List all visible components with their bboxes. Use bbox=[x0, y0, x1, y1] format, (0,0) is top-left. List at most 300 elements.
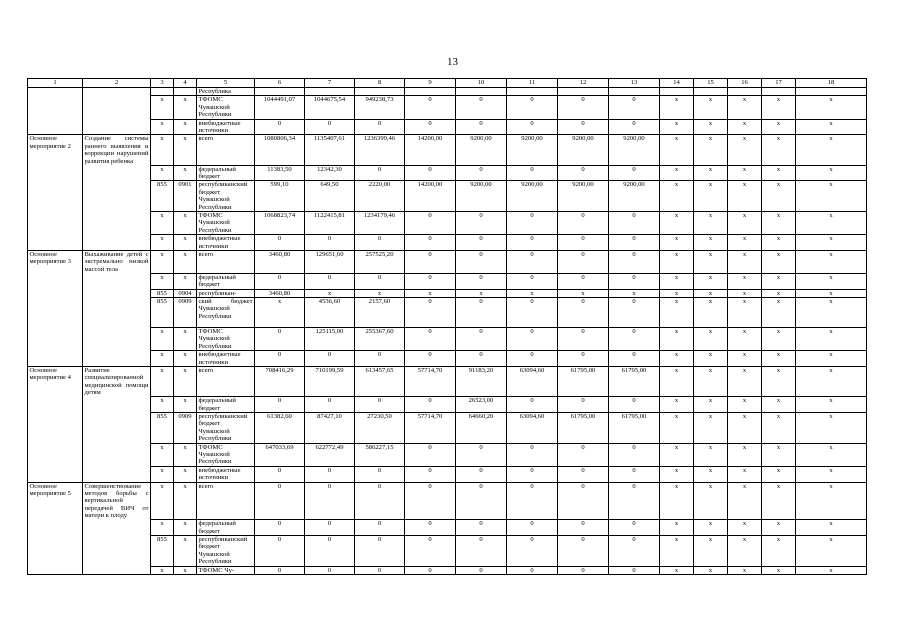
table-cell bbox=[83, 181, 151, 212]
table-cell: 0 bbox=[558, 535, 609, 566]
table-cell: 0 bbox=[558, 297, 609, 327]
table-cell: 0 bbox=[507, 351, 558, 367]
table-cell: 0 bbox=[558, 351, 609, 367]
table-cell: х bbox=[609, 289, 660, 297]
table-cell: 257525,20 bbox=[355, 251, 405, 274]
table-cell: 0 bbox=[255, 520, 305, 536]
table-cell: 0 bbox=[355, 566, 405, 574]
table-cell bbox=[28, 397, 83, 413]
header-cell: 4 bbox=[174, 79, 197, 88]
table-cell bbox=[728, 88, 762, 96]
table-cell: х bbox=[762, 297, 796, 327]
table-cell bbox=[28, 212, 83, 235]
table-cell: 0 bbox=[456, 327, 507, 350]
table-cell: 647033,69 bbox=[255, 443, 305, 466]
table-cell bbox=[28, 443, 83, 466]
table-cell: Совершенствование методов борьбы с вертикальной передачей ВИЧ от матери к плоду bbox=[84, 482, 149, 520]
table-cell: 0 bbox=[507, 535, 558, 566]
table-cell: 9200,00 bbox=[456, 181, 507, 212]
table-row bbox=[28, 535, 867, 566]
table-cell: х bbox=[151, 96, 174, 119]
table-cell: 125115,00 bbox=[305, 327, 355, 350]
table-cell: х bbox=[507, 289, 558, 297]
table-cell: 57714,70 bbox=[405, 412, 456, 443]
header-cell: 1 bbox=[28, 79, 83, 88]
table-cell: 91183,20 bbox=[456, 367, 507, 397]
table-cell: 0 bbox=[255, 566, 305, 574]
table-cell: х bbox=[694, 351, 728, 367]
table-cell: х bbox=[660, 119, 694, 135]
table-cell bbox=[28, 297, 83, 327]
table-cell: х bbox=[762, 412, 796, 443]
header-cell: 7 bbox=[305, 79, 355, 88]
header-cell: 15 bbox=[694, 79, 728, 88]
table-cell: х bbox=[660, 212, 694, 235]
table-row bbox=[28, 88, 867, 96]
table-cell: 0 bbox=[405, 273, 456, 289]
table-cell: 14200,00 bbox=[405, 181, 456, 212]
table-cell: 0 bbox=[609, 443, 660, 466]
table-row bbox=[28, 466, 867, 482]
table-cell: 0 bbox=[456, 482, 507, 520]
table-cell: 0 bbox=[507, 566, 558, 574]
table-cell: 1068823,74 bbox=[255, 212, 305, 235]
table-cell bbox=[28, 566, 83, 574]
table-cell: 0 bbox=[405, 443, 456, 466]
table-cell: х bbox=[694, 235, 728, 251]
table-cell: х bbox=[694, 367, 728, 397]
table-cell: х bbox=[694, 289, 728, 297]
table-cell: республиканский бюджет Чувашской Республики bbox=[197, 412, 255, 443]
table-cell: 12342,30 bbox=[305, 165, 355, 181]
table-cell: 0 bbox=[405, 251, 456, 274]
table-cell bbox=[694, 88, 728, 96]
table-cell: х bbox=[796, 327, 867, 350]
table-cell: 0 bbox=[405, 466, 456, 482]
table-cell: х bbox=[151, 397, 174, 413]
table-cell: х bbox=[660, 235, 694, 251]
table-cell: х bbox=[796, 297, 867, 327]
table-cell: 0 bbox=[609, 566, 660, 574]
table-cell bbox=[83, 412, 151, 443]
table-cell: 0 bbox=[456, 273, 507, 289]
table-cell: 0 bbox=[405, 482, 456, 520]
table-cell: 0904 bbox=[174, 289, 197, 297]
table-cell: 0 bbox=[609, 212, 660, 235]
table-cell: х bbox=[796, 119, 867, 135]
table-cell: 613457,65 bbox=[355, 367, 405, 397]
table-cell: х bbox=[728, 367, 762, 397]
table-cell: 0 bbox=[255, 119, 305, 135]
table-cell: 0909 bbox=[174, 297, 197, 327]
table-cell bbox=[762, 88, 796, 96]
table-cell: 0 bbox=[255, 351, 305, 367]
table-cell: 0 bbox=[405, 520, 456, 536]
table-cell: 0 bbox=[355, 397, 405, 413]
table-cell: 0 bbox=[305, 351, 355, 367]
table-cell: 0 bbox=[305, 535, 355, 566]
table-cell: 0 bbox=[456, 165, 507, 181]
table-row bbox=[28, 520, 867, 536]
table-cell bbox=[305, 88, 355, 96]
table-cell: х bbox=[694, 212, 728, 235]
table-cell: х bbox=[728, 297, 762, 327]
table-cell: х bbox=[174, 566, 197, 574]
header-cell: 9 bbox=[405, 79, 456, 88]
table-cell: х bbox=[796, 181, 867, 212]
table-cell: 586227,15 bbox=[355, 443, 405, 466]
table-cell: х bbox=[728, 327, 762, 350]
table-cell: 0 bbox=[609, 466, 660, 482]
table-cell: х bbox=[355, 289, 405, 297]
table-cell: х bbox=[796, 96, 867, 119]
table-cell: 0 bbox=[558, 397, 609, 413]
table-cell: 0 bbox=[255, 273, 305, 289]
table-cell: 0 bbox=[305, 482, 355, 520]
table-cell: 0 bbox=[507, 119, 558, 135]
table-cell: 2220,00 bbox=[355, 181, 405, 212]
table-cell: 9200,00 bbox=[507, 135, 558, 165]
table-cell: 0 bbox=[405, 96, 456, 119]
table-cell bbox=[83, 397, 151, 413]
table-cell bbox=[609, 88, 660, 96]
table-cell: х bbox=[728, 482, 762, 520]
table-cell: 0 bbox=[558, 443, 609, 466]
header-cell: 11 bbox=[507, 79, 558, 88]
header-cell: 8 bbox=[355, 79, 405, 88]
table-cell: 87427,10 bbox=[305, 412, 355, 443]
table-cell bbox=[83, 566, 151, 574]
table-cell: Выхаживание детей с экстремально низкой массой тела bbox=[84, 251, 149, 273]
table-cell: 63094,60 bbox=[507, 412, 558, 443]
table-cell: х bbox=[796, 397, 867, 413]
table-cell: х bbox=[174, 135, 197, 165]
table-cell: х bbox=[660, 181, 694, 212]
table-cell: 0 bbox=[609, 535, 660, 566]
page-number: 13 bbox=[447, 56, 458, 68]
table-cell: х bbox=[660, 482, 694, 520]
table-row bbox=[28, 273, 867, 289]
table-row bbox=[28, 327, 867, 350]
table-cell: Развитие специализированной медицинской помощи детям bbox=[84, 367, 149, 397]
table-cell bbox=[83, 443, 151, 466]
table-cell: х bbox=[694, 297, 728, 327]
table-cell bbox=[28, 289, 83, 297]
table-cell: х bbox=[728, 466, 762, 482]
table-cell: х bbox=[174, 397, 197, 413]
table-cell: х bbox=[151, 482, 174, 520]
table-cell: всего bbox=[197, 482, 255, 520]
table-cell: х bbox=[728, 96, 762, 119]
header-cell: 16 bbox=[728, 79, 762, 88]
table-cell: 0 bbox=[558, 96, 609, 119]
table-cell: х bbox=[694, 397, 728, 413]
table-cell bbox=[83, 88, 151, 96]
table-cell: 1044491,07 bbox=[255, 96, 305, 119]
table-cell: 0 bbox=[405, 297, 456, 327]
table-cell: 9200,00 bbox=[456, 135, 507, 165]
table-cell: 64660,20 bbox=[456, 412, 507, 443]
table-cell bbox=[507, 88, 558, 96]
header-cell: 6 bbox=[255, 79, 305, 88]
table-cell: 0 bbox=[609, 351, 660, 367]
table-cell bbox=[255, 88, 305, 96]
header-cell: 3 bbox=[151, 79, 174, 88]
table-cell: х bbox=[151, 119, 174, 135]
table-cell: 0 bbox=[609, 273, 660, 289]
table-cell: х bbox=[660, 289, 694, 297]
table-cell: х bbox=[762, 289, 796, 297]
header-cell: 10 bbox=[456, 79, 507, 88]
table-cell bbox=[83, 273, 151, 289]
table-cell: 0 bbox=[355, 235, 405, 251]
table-cell: Республика bbox=[197, 88, 255, 96]
table-cell: х bbox=[174, 466, 197, 482]
table-cell: х bbox=[151, 135, 174, 165]
table-cell: х bbox=[694, 135, 728, 165]
table-cell bbox=[796, 88, 867, 96]
table-cell: 0 bbox=[507, 297, 558, 327]
table-cell: х bbox=[796, 443, 867, 466]
table-cell: 0 bbox=[405, 327, 456, 350]
table-cell: Основное мероприятие 5 bbox=[28, 482, 83, 520]
table-cell: республиканский бюджет Чувашской Республики bbox=[197, 181, 255, 212]
table-row bbox=[28, 235, 867, 251]
table-cell: ТФОМС Чувашской Республики bbox=[197, 212, 255, 235]
table-cell: 0 bbox=[609, 119, 660, 135]
table-cell: 0 bbox=[405, 165, 456, 181]
table-cell: х bbox=[762, 327, 796, 350]
table-cell bbox=[28, 165, 83, 181]
table-cell: х bbox=[796, 165, 867, 181]
table-cell: 855 bbox=[151, 289, 174, 297]
table-cell: х bbox=[796, 289, 867, 297]
header-cell: 17 bbox=[762, 79, 796, 88]
table-row bbox=[28, 251, 867, 274]
table-cell: 0909 bbox=[174, 412, 197, 443]
table-cell: х bbox=[660, 367, 694, 397]
table-cell: 0 bbox=[255, 535, 305, 566]
table-cell bbox=[83, 297, 151, 327]
table-cell: 61795,00 bbox=[558, 412, 609, 443]
table-cell: 2157,60 bbox=[355, 297, 405, 327]
table-cell: х bbox=[762, 443, 796, 466]
table-cell: х bbox=[151, 466, 174, 482]
table-row bbox=[28, 443, 867, 466]
table-cell: х bbox=[728, 251, 762, 274]
table-cell: 0 bbox=[456, 297, 507, 327]
table-cell: х bbox=[174, 351, 197, 367]
table-cell: х bbox=[174, 119, 197, 135]
table-cell: 0 bbox=[507, 273, 558, 289]
table-cell: х bbox=[660, 443, 694, 466]
table-cell: х bbox=[796, 482, 867, 520]
table-cell: х bbox=[762, 482, 796, 520]
table-cell: х bbox=[151, 351, 174, 367]
table-cell: 0 bbox=[558, 235, 609, 251]
table-cell: х bbox=[728, 351, 762, 367]
table-cell: х bbox=[405, 289, 456, 297]
table-cell: 0 bbox=[609, 520, 660, 536]
table-row bbox=[28, 165, 867, 181]
table-cell: внебюджетные источники bbox=[197, 119, 255, 135]
table-cell: х bbox=[796, 351, 867, 367]
table-cell: 0 bbox=[507, 235, 558, 251]
table-cell: 0 bbox=[456, 251, 507, 274]
header-cell: 12 bbox=[558, 79, 609, 88]
table-cell: х bbox=[762, 520, 796, 536]
table-cell: 0 bbox=[507, 466, 558, 482]
table-cell: х bbox=[796, 412, 867, 443]
table-cell: 3460,80 bbox=[255, 251, 305, 274]
table-cell: х bbox=[174, 212, 197, 235]
table-cell: 4536,60 bbox=[305, 297, 355, 327]
table-cell: х bbox=[174, 535, 197, 566]
table-cell: 57714,70 bbox=[405, 367, 456, 397]
table-cell: 0 bbox=[305, 235, 355, 251]
table-cell: 9200,00 bbox=[609, 181, 660, 212]
table-cell: х bbox=[796, 367, 867, 397]
table-cell: х bbox=[796, 466, 867, 482]
table-cell: 855 bbox=[151, 535, 174, 566]
table-cell: х bbox=[660, 397, 694, 413]
table-cell: х bbox=[796, 273, 867, 289]
table-cell: 0 bbox=[456, 566, 507, 574]
table-row bbox=[28, 397, 867, 413]
table-cell: 0 bbox=[558, 273, 609, 289]
table-cell: х bbox=[660, 566, 694, 574]
table-cell: х bbox=[660, 412, 694, 443]
table-cell: х bbox=[694, 412, 728, 443]
table-cell: 0 bbox=[456, 535, 507, 566]
table-cell: 0 bbox=[355, 165, 405, 181]
table-cell: х bbox=[796, 135, 867, 165]
table-cell: х bbox=[728, 412, 762, 443]
table-cell: 61795,00 bbox=[609, 412, 660, 443]
table-cell: 0 bbox=[456, 235, 507, 251]
table-cell: х bbox=[728, 165, 762, 181]
table-cell: 0 bbox=[405, 351, 456, 367]
table-cell bbox=[558, 88, 609, 96]
table-cell: 855 bbox=[151, 181, 174, 212]
table-cell: 0 bbox=[355, 535, 405, 566]
table-cell: х bbox=[728, 273, 762, 289]
table-cell: х bbox=[796, 520, 867, 536]
table-cell: 0 bbox=[255, 327, 305, 350]
table-cell: х bbox=[660, 273, 694, 289]
table-cell: 0 bbox=[507, 443, 558, 466]
table-cell: х bbox=[728, 181, 762, 212]
table-cell: х bbox=[174, 251, 197, 274]
table-cell: 9200,00 bbox=[609, 135, 660, 165]
table-cell: х bbox=[728, 289, 762, 297]
table-cell bbox=[83, 119, 151, 135]
table-cell bbox=[83, 235, 151, 251]
table-cell: 0 bbox=[507, 397, 558, 413]
table-cell: х bbox=[151, 212, 174, 235]
table-cell bbox=[28, 535, 83, 566]
table-cell: х bbox=[762, 235, 796, 251]
table-cell bbox=[28, 273, 83, 289]
header-cell: 14 bbox=[660, 79, 694, 88]
table-cell bbox=[405, 88, 456, 96]
table-cell: 129651,60 bbox=[305, 251, 355, 274]
table-cell: 0 bbox=[558, 327, 609, 350]
table-cell bbox=[83, 520, 151, 536]
table-cell: х bbox=[796, 535, 867, 566]
table-cell: федеральный бюджет bbox=[197, 273, 255, 289]
table-cell: внебюджетные источники bbox=[197, 235, 255, 251]
table-cell: х bbox=[174, 235, 197, 251]
table-cell: 3460,80 bbox=[255, 289, 305, 297]
table-cell: х bbox=[796, 235, 867, 251]
table-cell: х bbox=[660, 96, 694, 119]
table-row bbox=[28, 212, 867, 235]
table-cell: х bbox=[762, 351, 796, 367]
table-cell: 0 bbox=[255, 235, 305, 251]
table-cell: х bbox=[728, 535, 762, 566]
table-cell: х bbox=[762, 466, 796, 482]
table-cell: х bbox=[796, 566, 867, 574]
table-row bbox=[28, 351, 867, 367]
table-cell: 0 bbox=[507, 520, 558, 536]
table-cell: 710199,59 bbox=[305, 367, 355, 397]
table-cell: х bbox=[174, 520, 197, 536]
header-cell: 5 bbox=[197, 79, 255, 88]
table-cell: х bbox=[762, 135, 796, 165]
table-cell: 0 bbox=[305, 119, 355, 135]
header-cell: 18 bbox=[796, 79, 867, 88]
table-cell: 0 bbox=[609, 96, 660, 119]
table-cell: 1135407,61 bbox=[305, 135, 355, 165]
header-row bbox=[28, 79, 867, 88]
table-cell: х bbox=[694, 273, 728, 289]
table-cell bbox=[174, 88, 197, 96]
table-cell: 27230,50 bbox=[355, 412, 405, 443]
table-cell: 255367,60 bbox=[355, 327, 405, 350]
table-cell bbox=[83, 466, 151, 482]
table-cell: 0 bbox=[305, 466, 355, 482]
table-cell: 0 bbox=[456, 520, 507, 536]
table-cell: 855 bbox=[151, 412, 174, 443]
table-cell: х bbox=[151, 235, 174, 251]
table-cell: х bbox=[728, 443, 762, 466]
table-cell: х bbox=[762, 397, 796, 413]
table-cell: 599,10 bbox=[255, 181, 305, 212]
table-cell bbox=[83, 535, 151, 566]
table-cell: х bbox=[728, 235, 762, 251]
table-cell: х bbox=[728, 212, 762, 235]
table-cell bbox=[151, 88, 174, 96]
table-cell: х bbox=[558, 289, 609, 297]
table-cell: х bbox=[456, 289, 507, 297]
table-cell: 622772,49 bbox=[305, 443, 355, 466]
table-cell: х bbox=[151, 327, 174, 350]
table-cell: Основное мероприятие 4 bbox=[28, 367, 83, 397]
table-row bbox=[28, 297, 867, 327]
table-cell: 949238,73 bbox=[355, 96, 405, 119]
table-cell: 14200,00 bbox=[405, 135, 456, 165]
table-cell: 0 bbox=[456, 351, 507, 367]
table-cell: 9200,00 bbox=[558, 181, 609, 212]
table-cell: х bbox=[762, 165, 796, 181]
table-cell: х bbox=[660, 535, 694, 566]
table-cell: 0 bbox=[558, 520, 609, 536]
table-cell: 855 bbox=[151, 297, 174, 327]
table-cell: х bbox=[694, 466, 728, 482]
table-cell: 0 bbox=[558, 212, 609, 235]
table-cell: ТФОМС Чувашской Республики bbox=[197, 443, 255, 466]
